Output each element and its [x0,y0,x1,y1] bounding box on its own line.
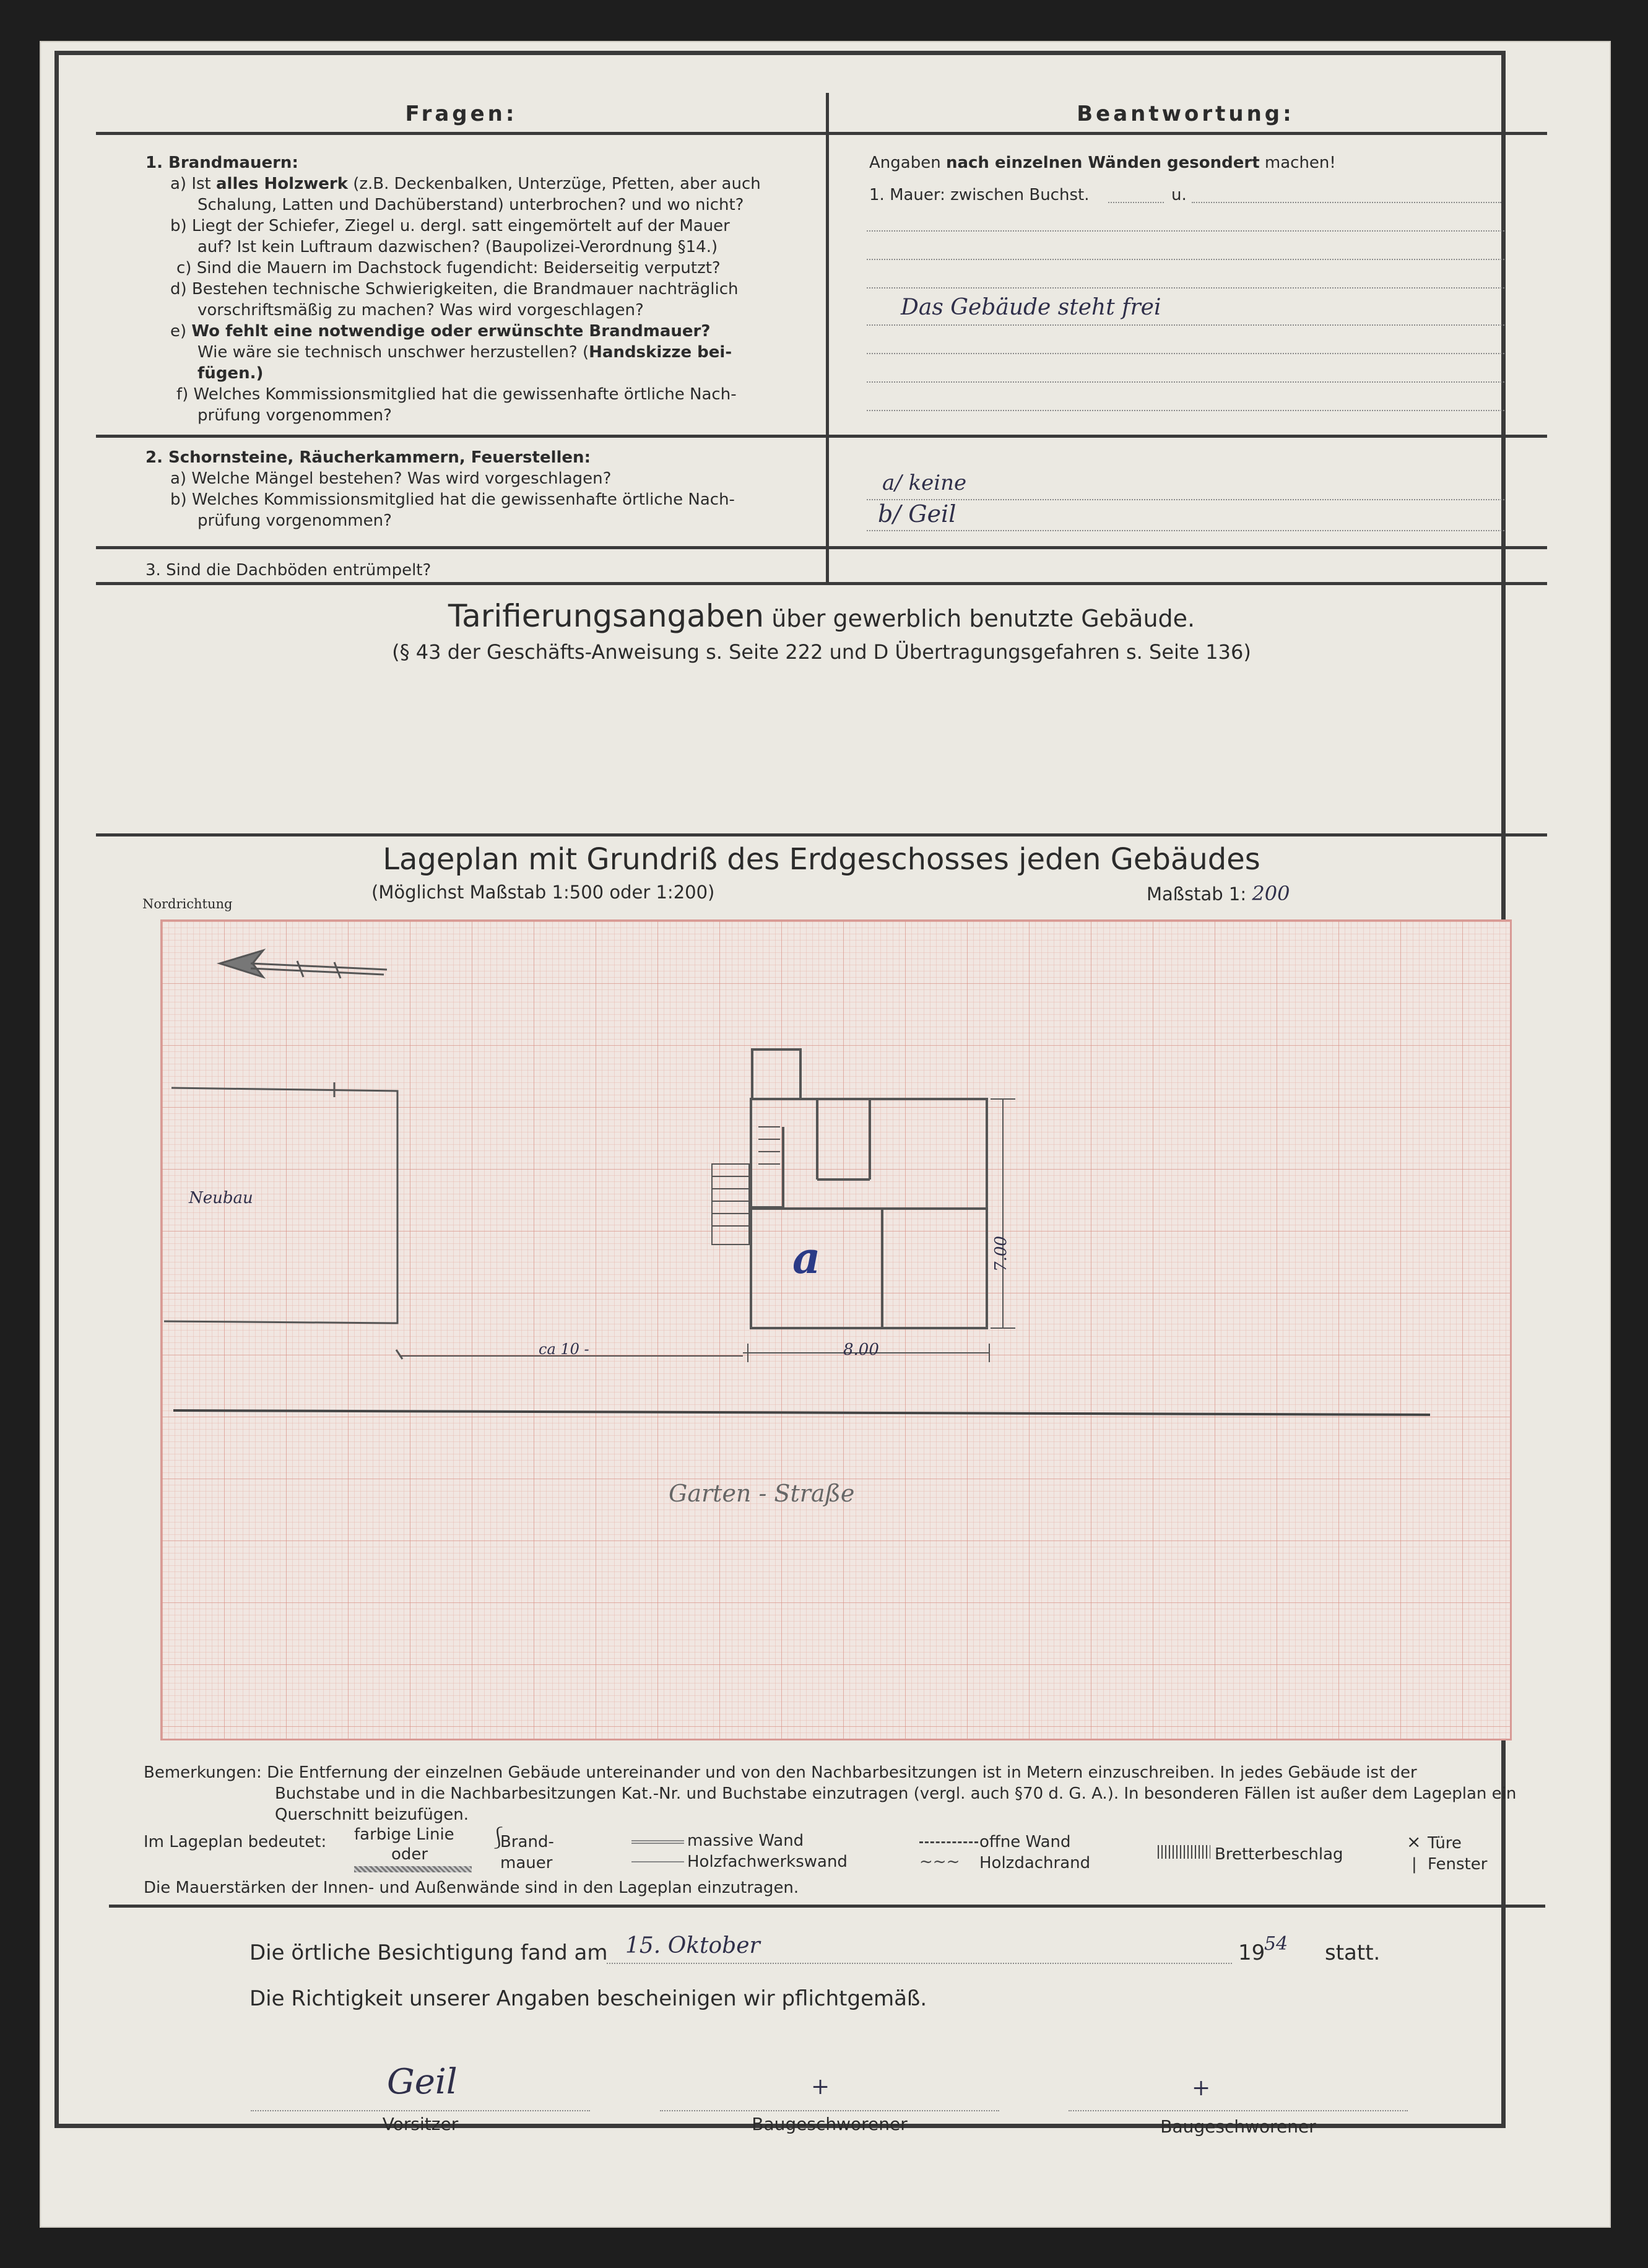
legend-brand2: mauer [500,1854,553,1872]
legend-holzdach: Holzdachrand [979,1854,1091,1872]
legend-bracket: ⎰ [488,1826,509,1851]
q1a-rest: (z.B. Deckenbalken, Unterzüge, Pfetten, aber auch [347,175,761,193]
legend-holzfach: Holzfachwerkswand [687,1853,848,1871]
q1e2-bold: Handskizze bei- [589,343,732,362]
q1d-line1: d) Bestehen technische Schwierigkeiten, die Brandmauer nachträglich [170,280,739,298]
legend-massive: massive Wand [687,1831,804,1850]
besichtigung-label: Die örtliche Besichtigung fand am [249,1940,608,1965]
north-arrow-icon [220,950,387,978]
neighbor-building-outline [164,1082,402,1359]
q1e-pre: e) [170,322,192,341]
distance-dimension: ca 10 - [539,1340,589,1358]
q1a-pre: a) Ist [170,175,217,193]
dimension-lines [399,1099,1015,1362]
tarif-title-rest: über gewerblich benutzte Gebäude. [764,605,1195,632]
fragen-header: Fragen: [405,102,518,126]
answer1-handwriting: Das Gebäude steht frei [901,295,1161,320]
q1e3: fügen.) [197,364,264,383]
richtigkeit-statement: Die Richtigkeit unserer Angaben bescheinigen wir pflichtgemäß. [249,1986,927,2011]
statt-label: statt. [1325,1940,1381,1965]
legend-holzdach-swatch: ~~~ [919,1853,960,1871]
section3-question: 3. Sind die Dachböden entrümpelt? [145,561,432,580]
legend-bretter: Bretterbeschlag [1215,1845,1343,1864]
q2b-line1: b) Welches Kommissionsmitglied hat die gewissenhafte örtliche Nach- [170,490,735,509]
lageplan-subtitle: (Möglichst Maßstab 1:500 oder 1:200) [371,882,715,903]
q1b-line1: b) Liegt der Schiefer, Ziegel u. dergl. satt eingemörtelt auf der Mauer [170,217,730,235]
building-label: a [792,1232,821,1284]
legend-fenster: Fenster [1428,1855,1488,1874]
q1b-line2: auf? Ist kein Luftraum dazwischen? (Baupolizei-Verordnung §14.) [197,238,718,256]
legend-brand-swatch [354,1866,472,1872]
legend-oder: oder [391,1845,428,1864]
tarif-subtitle: (§ 43 der Geschäfts-Anweisung s. Seite 222 und D Übertragungsgefahren s. Seite 136) [392,640,1251,664]
q1a-line2: Schalung, Latten und Dachüberstand) unterbrochen? und wo nicht? [197,196,744,214]
width-dimension: 8.00 [843,1340,879,1359]
rule [109,1905,1545,1908]
legend-tuere-icon: × [1407,1831,1421,1852]
signature-line [660,2110,999,2111]
q1c: c) Sind die Mauern im Dachstock fugendicht: Beiderseitig verputzt? [176,259,721,277]
date-dotline [607,1963,1232,1964]
signature-line [1069,2110,1408,2111]
answer1-intro-pre: Angaben [869,154,946,172]
beantwortung-header: Beantwortung: [1077,102,1295,126]
remarks-line1: Bemerkungen: Die Entfernung der einzelnen Gebäude untereinander und von den Nachbarbesitzungen ist in Metern einzuschreiben. In jedes Gebäude ist der [144,1763,1417,1782]
baugeschworener-label-1: Baugeschworener [752,2114,908,2134]
signature-line [251,2110,590,2111]
remarks-line3: Querschnitt beizufügen. [275,1805,469,1824]
signature-bauges1: + [811,2074,830,2100]
date-handwriting: 15. Oktober [625,1933,760,1958]
year-handwriting: 54 [1264,1933,1288,1955]
vorsitzer-label: Vorsitzer [382,2114,459,2134]
q1e2-pre: Wie wäre sie technisch unschwer herzustellen? ( [197,343,589,362]
legend-offne-swatch [919,1841,978,1843]
stairs-outline [712,1127,780,1245]
section1-title: 1. Brandmauern: [145,154,298,172]
legend-intro: Im Lageplan bedeutet: [144,1833,327,1851]
north-label: Nordrichtung [142,897,233,911]
legend-offne: offne Wand [979,1833,1071,1851]
scale-value: 200 [1252,882,1290,905]
mauer-u: u. [1171,186,1187,204]
legend-farbige: farbige Linie [354,1825,454,1844]
section2-title: 2. Schornsteine, Räucherkammern, Feuerstellen: [145,448,591,467]
q2a: a) Welche Mängel bestehen? Was wird vorgeschlagen? [170,469,612,488]
year-prefix: 19 [1238,1940,1265,1965]
q1e-bold: Wo fehlt eine notwendige oder erwünschte Brandmauer? [191,322,711,341]
q1f-line1: f) Welches Kommissionsmitglied hat die gewissenhafte örtliche Nach- [176,385,737,404]
height-dimension: 7.00 [991,1236,1010,1272]
mauer-label: 1. Mauer: zwischen Buchst. [869,186,1090,204]
remarks [144,1762,1524,1825]
scale-text: Maßstab 1: [1147,884,1247,905]
answer2b-handwriting: b/ Geil [878,500,956,528]
street-name: Garten - Straße [669,1480,855,1507]
building-a-outline [751,1049,987,1328]
tarif-title-big: Tarifierungsangaben [448,598,765,634]
legend-tuere: Türe [1428,1834,1462,1853]
legend-mauerstaerken: Die Mauerstärken der Innen- und Außenwände sind in den Lageplan einzutragen. [144,1879,799,1897]
q1a-bold: alles Holzwerk [216,175,348,193]
legend-holzfach-swatch [631,1861,684,1862]
legend-massive-swatch [631,1840,684,1844]
answer1-intro-post: machen! [1259,154,1336,172]
q1d-line2: vorschriftsmäßig zu machen? Was wird vorgeschlagen? [197,301,644,319]
signature-bauges2: + [1192,2075,1211,2101]
legend-brand1: Brand- [500,1833,554,1851]
remarks-line2: Buchstabe und in die Nachbarbesitzungen Kat.-Nr. und Buchstabe einzutragen (vergl. auch §70 d. G. A.). In besonderen Fällen ist außer dem Lageplan ein [275,1784,1517,1803]
answer2a-handwriting: a/ keine [882,471,967,495]
legend-fenster-icon: | [1412,1855,1417,1874]
lageplan-title: Lageplan mit Grundriß des Erdgeschosses jeden Gebäudes [383,842,1260,877]
q2b-line2: prüfung vorgenommen? [197,511,392,530]
neighbor-label: Neubau [189,1189,253,1207]
q1f-line2: prüfung vorgenommen? [197,406,392,425]
legend-bretter-swatch [1158,1845,1210,1859]
signature-vorsitzer: Geil [387,2062,458,2102]
baugeschworener-label-2: Baugeschworener [1160,2116,1316,2137]
answer1-intro-bold: nach einzelnen Wänden gesondert [945,154,1260,172]
street-line [173,1410,1430,1415]
